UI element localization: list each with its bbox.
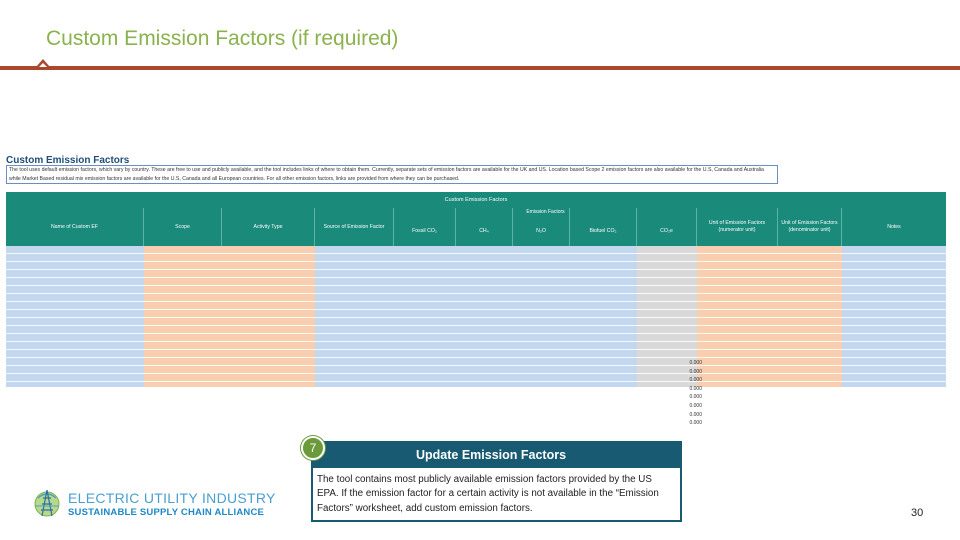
input-column-factors[interactable] [315,246,637,387]
step-callout [311,441,682,522]
col-header-fossil-co2: Fossil CO₂ [394,208,456,246]
co2e-value: 0.000 [689,402,702,409]
col-header-co2e: CO₂e [637,208,697,246]
page-number: 30 [911,507,924,519]
co2e-value: 0.000 [689,377,702,384]
slide-title: Custom Emission Factors (if required) [46,27,399,50]
custom-ef-table [6,192,946,427]
input-column-denominator-unit[interactable] [778,246,842,387]
emission-factors-group-label: Emission Factors [526,209,565,215]
co2e-value: 0.000 [689,394,702,401]
logo-text-line1: ELECTRIC UTILITY INDUSTRY [68,490,276,506]
co2e-value: 0.000 [689,360,702,366]
col-header-activity-type: Activity Type [222,208,315,246]
alliance-logo [30,484,276,526]
logo-text-line2: SUSTAINABLE SUPPLY CHAIN ALLIANCE [68,507,265,518]
table-title: Custom Emission Factors [6,192,946,208]
col-header-biofuel-co2: Biofuel CO₂ [570,208,637,246]
step-number-badge: 7 [301,436,325,460]
title-rule [0,66,960,70]
input-column-scope[interactable] [144,246,222,387]
co2e-value: 0.000 [689,411,702,418]
col-header-n2o: N₂O [513,208,570,246]
input-column-name[interactable] [6,246,144,387]
co2e-value: 0.000 [689,420,702,427]
col-header-notes: Notes [887,223,901,230]
col-header-scope: Scope [144,208,222,246]
callout-body: The tool contains most publicly available emission factors provided by the US EPA. If the emission factor for a certain activity is not available in the “Emission Factors” worksheet, add custom emission factors. [317,474,659,514]
input-column-numerator-unit[interactable] [697,246,778,387]
callout-heading: Update Emission Factors [313,443,680,468]
col-header-source: Source of Emission Factor [315,208,394,246]
co2e-value: 0.000 [689,368,702,375]
sheet-title: Custom Emission Factors [6,155,130,166]
input-column-notes[interactable] [842,246,946,387]
table-header-row [6,208,946,246]
rule-notch-inner [39,63,47,67]
input-column-activity-type[interactable] [222,246,315,387]
sheet-description: The tool uses default emission factors, which vary by country. These are free to use and publicly available, and the tool includes links of where to obtain them. Currently, separate sets of emission factors are available for the UK and US. Location based Scope 2 emission factors are also available for the U.S, Canada and Australia while Market Based residual mix emission factors are available for the U.S, Canada and all European countries. For all other emission factors, links are provided from where they can be purchased. [6,165,778,184]
col-header-name: Name of Custom EF [6,208,144,246]
col-header-ch4: CH₄ [456,208,513,246]
transmission-tower-globe-icon [32,486,62,520]
col-header-denominator-unit: Unit of Emission Factors (denominator unit) [778,208,842,246]
col-header-numerator-unit: Unit of Emission Factors (numerator unit) [697,208,778,246]
co2e-value: 0.000 [689,385,702,392]
co2e-values [682,359,702,428]
